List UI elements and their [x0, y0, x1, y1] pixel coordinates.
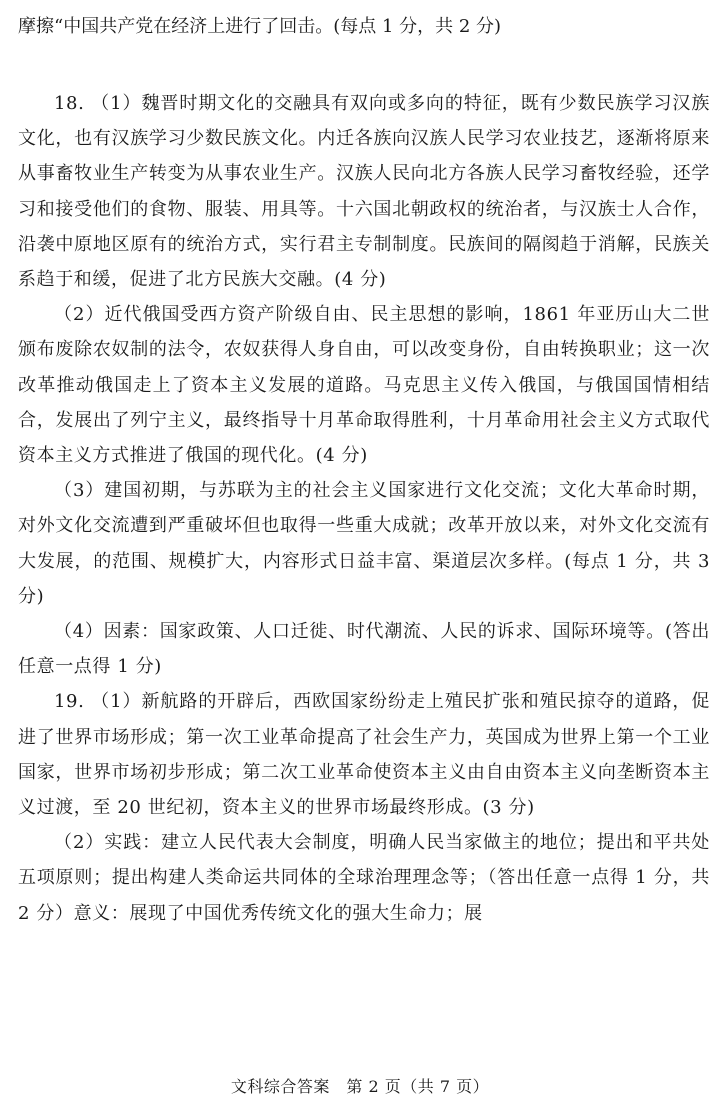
answer-18-part-1: 18. （1）魏晋时期文化的交融具有双向或多向的特征，既有少数民族学习汉族文化，也有汉族学习少数民族文化。内迁各族向汉族人民学习农业技艺，逐渐将原来从事畜牧业生产转变为从事农业生产。汉族人民向北方各族人民学习畜牧经验，还学习和接受他们的食物、服装、用具等。十六国北朝政权的统治者，与汉族士人合作，沿袭中原地区原有的统治方式，实行君主专制制度。民族间的隔阂趋于消解，民族关系趋于和缓，促进了北方民族大交融。(4 分) [18, 93, 710, 291]
answer-19-part-2: （2）实践：建立人民代表大会制度，明确人民当家做主的地位；提出和平共处五项原则；提出构建人类命运共同体的全球治理理念等；（答出任意一点得 1 分，共 2 分）意义：展现了中国优秀传统文化的强大生命力；展 [18, 832, 710, 924]
page-footer: 文科综合答案 第 2 页（共 7 页） [230, 1077, 490, 1096]
answer-18-part-2: （2）近代俄国受西方资产阶级自由、民主思想的影响，1861 年亚历山大二世颁布废除农奴制的法令，农奴获得人身自由，可以改变身份，自由转换职业；这一次改革推动俄国走上了资本主义发展的道路。马克思主义传入俄国，与俄国国情相结合，发展出了列宁主义，最终指导十月革命取得胜利，十月革命用社会主义方式取代资本主义方式推进了俄国的现代化。(4 分) [18, 304, 710, 467]
answer-19-part-1: 19. （1）新航路的开辟后，西欧国家纷纷走上殖民扩张和殖民掠夺的道路，促进了世界市场形成；第一次工业革命提高了社会生产力，英国成为世界上第一个工业国家，世界市场初步形成；第二次工业革命使资本主义由自由资本主义向垄断资本主义过渡，至 20 世纪初，资本主义的世界市场最终形成。(3 分) [18, 691, 710, 819]
answer-18-part-4: （4）因素：国家政策、人口迁徙、时代潮流、人民的诉求、国际环境等。(答出任意一点得 1 分) [18, 621, 710, 678]
answer-body [18, 86, 710, 931]
continued-line: 摩擦“中国共产党在经济上进行了回击。(每点 1 分，共 2 分) [18, 16, 502, 37]
answer-18-part-3: （3）建国初期，与苏联为主的社会主义国家进行文化交流；文化大革命时期，对外文化交流遭到严重破坏但也取得一些重大成就；改革开放以来，对外文化交流有大发展，的范围、规模扩大，内容形式日益丰富、渠道层次多样。(每点 1 分，共 3 分) [18, 480, 710, 607]
